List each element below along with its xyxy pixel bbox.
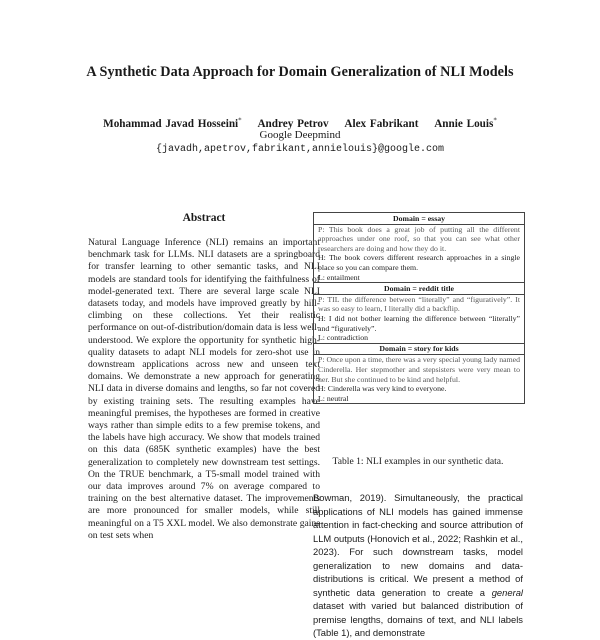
author-mark: * <box>493 116 497 124</box>
intro-text-start: Bowman, 2019). Simultaneously, the practical applications of NLI models has gained immense attention in fact-checking and source attribution of LLM outputs (Honovich et al., 2022; Rashkin et al., 2023). For such downstream tasks, model generalization to new domains and data-distributions is critical. We present a method of synthetic data generation to create a <box>313 492 524 598</box>
intro-emphasis: general <box>491 586 523 598</box>
author-hosseini <box>103 118 242 130</box>
table-section-header: Domain = reddit title <box>314 283 524 295</box>
nli-examples-table <box>313 212 525 404</box>
intro-text-end: dataset with varied but balanced distribution of premise lengths, domains of text, and NLI labels (Table 1), and demonstrate <box>313 600 523 638</box>
intro-paragraph <box>313 491 523 640</box>
table-section-essay <box>314 213 524 282</box>
table-section-header: Domain = essay <box>314 213 524 225</box>
premise-text: P: TIL the difference between “literally” and “figuratively”. It was so easy to learn, I literally did a backflip. <box>318 294 520 314</box>
author-mark: * <box>238 116 242 124</box>
label-text: L: entailment <box>318 272 360 282</box>
author-louis <box>434 118 497 130</box>
label-text: L: neutral <box>318 393 349 403</box>
premise-text: P: Once upon a time, there was a very special young lady named Cinderella. Her stepmother and stepsisters were very mean to her. But she continued to be kind and helpful. <box>318 355 520 384</box>
author-name: Mohammad Javad Hosseini <box>103 117 239 130</box>
author-name: Alex Fabrikant <box>344 117 419 130</box>
hypothesis-text: H: The book covers different research approaches in a single place so you can compare them. <box>318 253 520 272</box>
hypothesis-text: H: Cinderella was very kind to everyone. <box>318 384 447 394</box>
table-section-reddit <box>314 282 524 343</box>
author-name: Annie Louis <box>434 117 494 130</box>
affiliation: Google Deepmind <box>259 129 341 141</box>
premise-text: P: This book does a great job of putting all the different approaches under one roof, so that you can see what other researchers are doing and how they do it. <box>318 224 520 253</box>
label-text: L: contradiction <box>318 333 369 343</box>
table-section-header: Domain = story for kids <box>314 344 524 356</box>
author-petrov <box>257 118 328 130</box>
author-emails: {javadh,apetrov,fabrikant,annielouis}@google.com <box>155 144 445 155</box>
author-fabrikant <box>344 118 418 130</box>
hypothesis-text: H: I did not bother learning the difference between “literally” and “figuratively”. <box>318 313 520 333</box>
abstract-text: Natural Language Inference (NLI) remains an important benchmark task for LLMs. NLI datasets are a springboard for transfer learning to other semantic tasks, and NLI models are standard tools for identifying the faithfulness of model-generated text. There are several large scale NLI datasets today, and models have improved greatly by hill-climbing on these collections. Yet their realistic performance on out-of-distribution/domain data is less well-understood. We explore the opportunity for synthetic high-quality datasets to adapt NLI models for zero-shot use in downstream applications across new and unseen text domains. We demonstrate a new approach for generating NLI data in diverse domains and lengths, so far not covered by existing training sets. The resulting examples have meaningful premises, the hypotheses are formed in creative ways rather than simple edits to a few premise tokens, and the labels have high accuracy. We show that models trained on this data (685K synthetic examples) have the best generalization to completely new downstream test settings. On the TRUE benchmark, a T5-small model trained with our data improves around 7% on average compared to training on the best alternative dataset. The improvements are more pronounced for smaller models, while still meaningful on a T5 XXL model. We also demonstrate gains on test sets when <box>88 237 320 541</box>
paper-title: A Synthetic Data Approach for Domain Generalization of NLI Models <box>86 64 514 80</box>
table-caption: Table 1: NLI examples in our synthetic data. <box>332 456 504 467</box>
abstract-heading: Abstract <box>182 212 226 224</box>
author-list <box>0 116 600 130</box>
author-name: Andrey Petrov <box>257 117 329 130</box>
table-section-kids-story <box>314 343 524 404</box>
